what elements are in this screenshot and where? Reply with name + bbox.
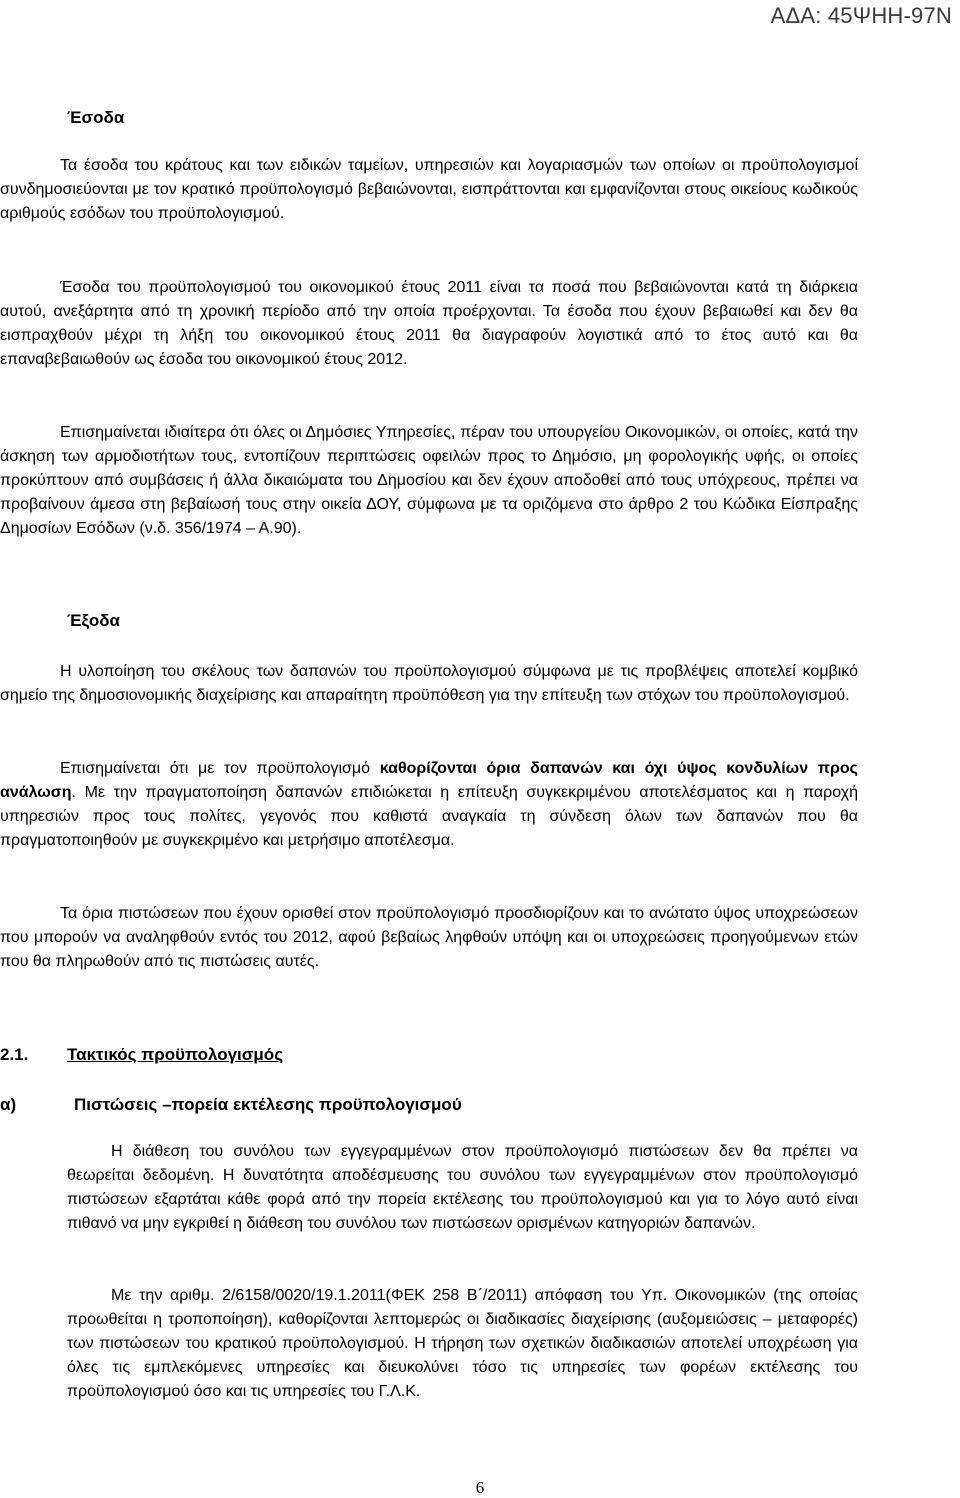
esoda-p1-text: Τα έσοδα του κράτους και των ειδικών ταμείων, υπηρεσιών και λογαριασμών των οποίων οι προϋπολογισμοί συνδημοσιεύονται με τον κρατικό προϋπολογισμό βεβαιώνονται, εισπράττονται και εμφανίζονται στους οικείους κωδικούς αριθμούς εσόδων του προϋπολογισμού. [0,157,858,222]
esoda-paragraph-3 [0,421,858,541]
esoda-paragraph-1 [0,154,858,226]
esoda-p2-text: Έσοδα του προϋπολογισμού του οικονομικού έτους 2011 είναι τα ποσά που βεβαιώνονται κατά τη διάρκεια αυτού, ανεξάρτητα από τη χρονική περίοδο από την οποία προέρχονται. Τα έσοδα που έχουν βεβαιωθεί και δεν θα εισπραχθούν μέχρι τη λήξη του οικονομικού έτους 2011 θα διαγραφούν λογιστικά από το έτος αυτό και θα επαναβεβαιωθούν ως έσοδα του οικονομικού έτους 2012. [0,279,858,368]
section-2-1-p1-text: Η διάθεση του συνόλου των εγγεγραμμένων στον προϋπολογισμό πιστώσεων δεν θα πρέπει να θεωρείται δεδομένη. Η δυνατότητα αποδέσμευσης του συνόλου των εγγεγραμμένων στον προϋπολογισμό πιστώσεων εξαρτάται κάθε φορά από την πορεία εκτέλεσης του προϋπολογισμού και για το λόγο αυτό είναι πιθανό να μην εγκριθεί η διάθεση του συνόλου των πιστώσεων ορισμένων κατηγοριών δαπανών. [67,1143,858,1232]
esoda-p3-text: Επισημαίνεται ιδιαίτερα ότι όλες οι Δημόσιες Υπηρεσίες, πέραν του υπουργείου Οικονομικών, οι οποίες, κατά την άσκηση των αρμοδιοτήτων τους, εντοπίζουν περιπτώσεις οφειλών προς το Δημόσιο, μη φορολογικής υφής, οι οποίες προκύπτουν από συμβάσεις ή άλλα δικαιώματα του Δημοσίου και δεν έχουν αποδοθεί από τους υπόχρεους, πρέπει να προβαίνουν άμεσα στη βεβαίωσή τους στην οικεία ΔΟΥ, σύμφωνα με τα οριζόμενα στο άρθρο 2 του Κώδικα Είσπραξης Δημοσίων Εσόδων (ν.δ. 356/1974 – Α.90). [0,424,858,537]
section-title: Τακτικός προϋπολογισμός [67,1045,284,1064]
exoda-p2-emphasis: καθορίζονται όρια δαπανών και όχι ύψος κονδυλίων προς ανάλωση [0,760,859,801]
section-2-1-paragraph-2 [67,1284,858,1404]
heading-exoda: Έξοδα [67,611,121,630]
esoda-paragraph-2 [0,276,858,372]
exoda-p2-text-end: . Με την πραγματοποίηση δαπανών επιδιώκεται η επίτευξη συγκεκριμένου αποτελέσματος και η παροχή υπηρεσιών προς τους πολίτες, γεγονός που καθιστά αναγκαία τη σύνδεση όλων των δαπανών που θα πραγματοποιηθούν με συγκεκριμένο και μετρήσιμο αποτέλεσμα. [0,784,858,849]
exoda-paragraph-2 [0,757,858,853]
section-number: 2.1. [0,1045,29,1064]
subsection-title: Πιστώσεις –πορεία εκτέλεσης προϋπολογισμού [74,1095,462,1114]
exoda-p1-text: Η υλοποίηση του σκέλους των δαπανών του προϋπολογισμού σύμφωνα με τις προβλέψεις αποτελεί κομβικό σημείο της δημοσιονομικής διαχείρισης και απαραίτητη προϋπόθεση για την επίτευξη των στόχων του προϋπολογισμού. [0,663,858,704]
page-number: 6 [475,1478,485,1497]
exoda-paragraph-1 [0,660,858,708]
subsection-letter: α) [0,1095,17,1114]
exoda-paragraph-3 [0,902,858,974]
heading-esoda: Έσοδα [67,108,125,127]
exoda-p3-text: Τα όρια πιστώσεων που έχουν ορισθεί στον προϋπολογισμό προσδιορίζουν και το ανώτατο ύψος υποχρεώσεων που μπορούν να αναληφθούν εντός του 2012, αφού βεβαίως ληφθούν υπόψη και οι υποχρεώσεις προηγούμενων ετών που θα πληρωθούν από τις πιστώσεις αυτές. [0,905,858,970]
section-2-1-p2-text: Με την αριθμ. 2/6158/0020/19.1.2011(ΦΕΚ 258 Β΄/2011) απόφαση του Υπ. Οικονομικών (της οποίας προωθείται η τροποποίηση), καθορίζονται λεπτομερώς οι διαδικασίες διαχείρισης (αυξομειώσεις – μεταφορές) των πιστώσεων του κρατικού προϋπολογισμού. Η τήρηση των σχετικών διαδικασιών αποτελεί υποχρέωση για όλες τις εμπλεκόμενες υπηρεσίες και διευκολύνει τόσο τις υπηρεσίες των φορέων εκτέλεσης του προϋπολογισμού όσο και τις υπηρεσίες του Γ.Λ.Κ. [67,1287,858,1400]
ada-code: ΑΔΑ: 45ΨΗΗ-97Ν [770,3,952,28]
exoda-p2-text-start: Επισημαίνεται ότι με τον προϋπολογισμό [60,760,380,777]
section-2-1-paragraph-1 [67,1140,858,1236]
